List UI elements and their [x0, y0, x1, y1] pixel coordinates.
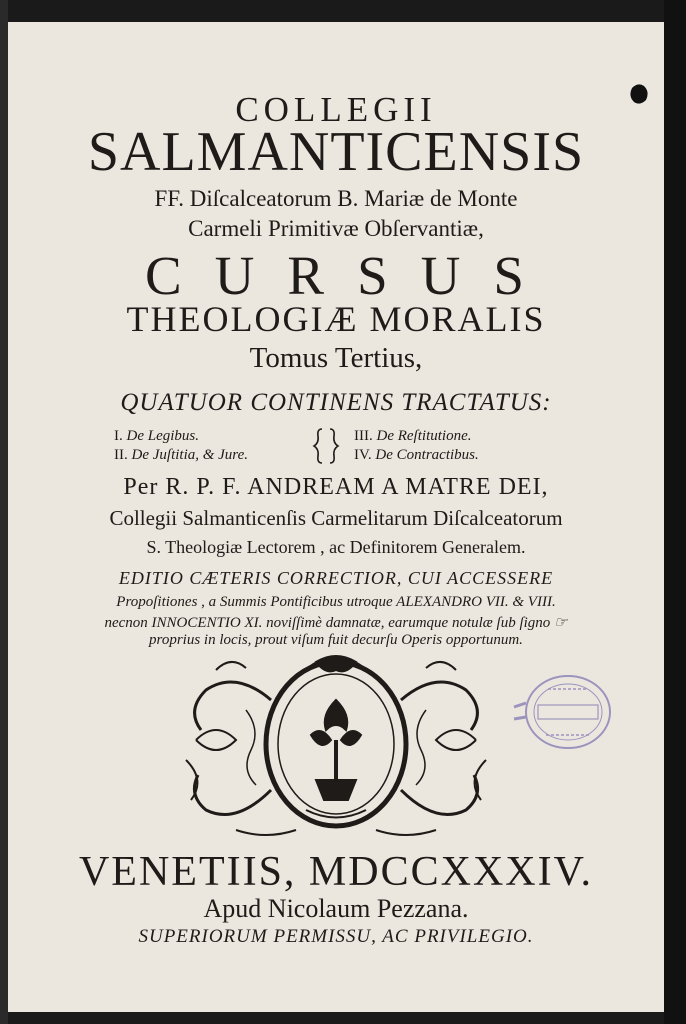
author-line: Per R. P. F. ANDREAM A MATRE DEI,: [123, 474, 549, 500]
edition-heading: EDITIO CÆTERIS CORRECTIOR, CUI ACCESSERE: [118, 568, 554, 588]
title-discalceatorum: FF. Diſcalceatorum B. Mariæ de Monte: [154, 186, 518, 211]
tractatus-right-column: [354, 427, 479, 465]
title-collegii: COLLEGII: [235, 90, 437, 129]
imprint-place-date: VENETIIS, MDCCXXXIV.: [78, 849, 594, 895]
title-cursus: CURSUS: [145, 245, 557, 306]
title-theologiae-moralis: THEOLOGIÆ MORALIS: [126, 299, 546, 339]
tractatus-item: III. De Reſtitutione.: [354, 428, 472, 444]
title-page: [8, 22, 664, 1012]
scan-left-edge: [0, 0, 8, 1024]
scan-right-edge: [664, 0, 686, 1024]
edition-line-2: Propoſitiones , a Summis Pontificibus utroque ALEXANDRO VII. & VIII.: [116, 594, 556, 610]
edition-line-4: proprius in locis, prout viſum fuit decurſu Operis opportunum.: [149, 632, 523, 648]
title-salmanticensis: SALMANTICENSIS: [87, 121, 585, 183]
imprint-privilege: SUPERIORUM PERMISSU, AC PRIVILEGIO.: [138, 926, 534, 947]
title-carmeli: Carmeli Primitivæ Obſervantiæ,: [188, 216, 484, 241]
title-tomus: Tomus Tertius,: [249, 342, 423, 374]
author-title: S. Theologiæ Lectorem , ac Definitorem Generalem.: [146, 537, 526, 557]
tractatus-list: [106, 427, 566, 467]
edition-line-3: necnon INNOCENTIO XI. noviſſimè damnatæ, earumque notulæ ſub ſigno ☞: [104, 615, 568, 631]
printer-device-ornament: [176, 640, 496, 848]
tractatus-item: IV. De Contractibus.: [354, 447, 479, 463]
imprint-printer: Apud Nicolaum Pezzana.: [203, 894, 469, 923]
tractatus-item: I. De Legibus.: [114, 428, 199, 444]
ink-blot: [628, 82, 650, 106]
library-stamp: [508, 667, 620, 757]
brace-ornament: [312, 427, 340, 471]
author-college: Collegii Salmanticenſis Carmelitarum Diſcalceatorum: [109, 506, 563, 530]
tractatus-item: II. De Juſtitia, & Jure.: [114, 447, 248, 463]
title-quatuor-tractatus: QUATUOR CONTINENS TRACTATUS:: [120, 389, 552, 416]
tractatus-left-column: [114, 427, 248, 465]
